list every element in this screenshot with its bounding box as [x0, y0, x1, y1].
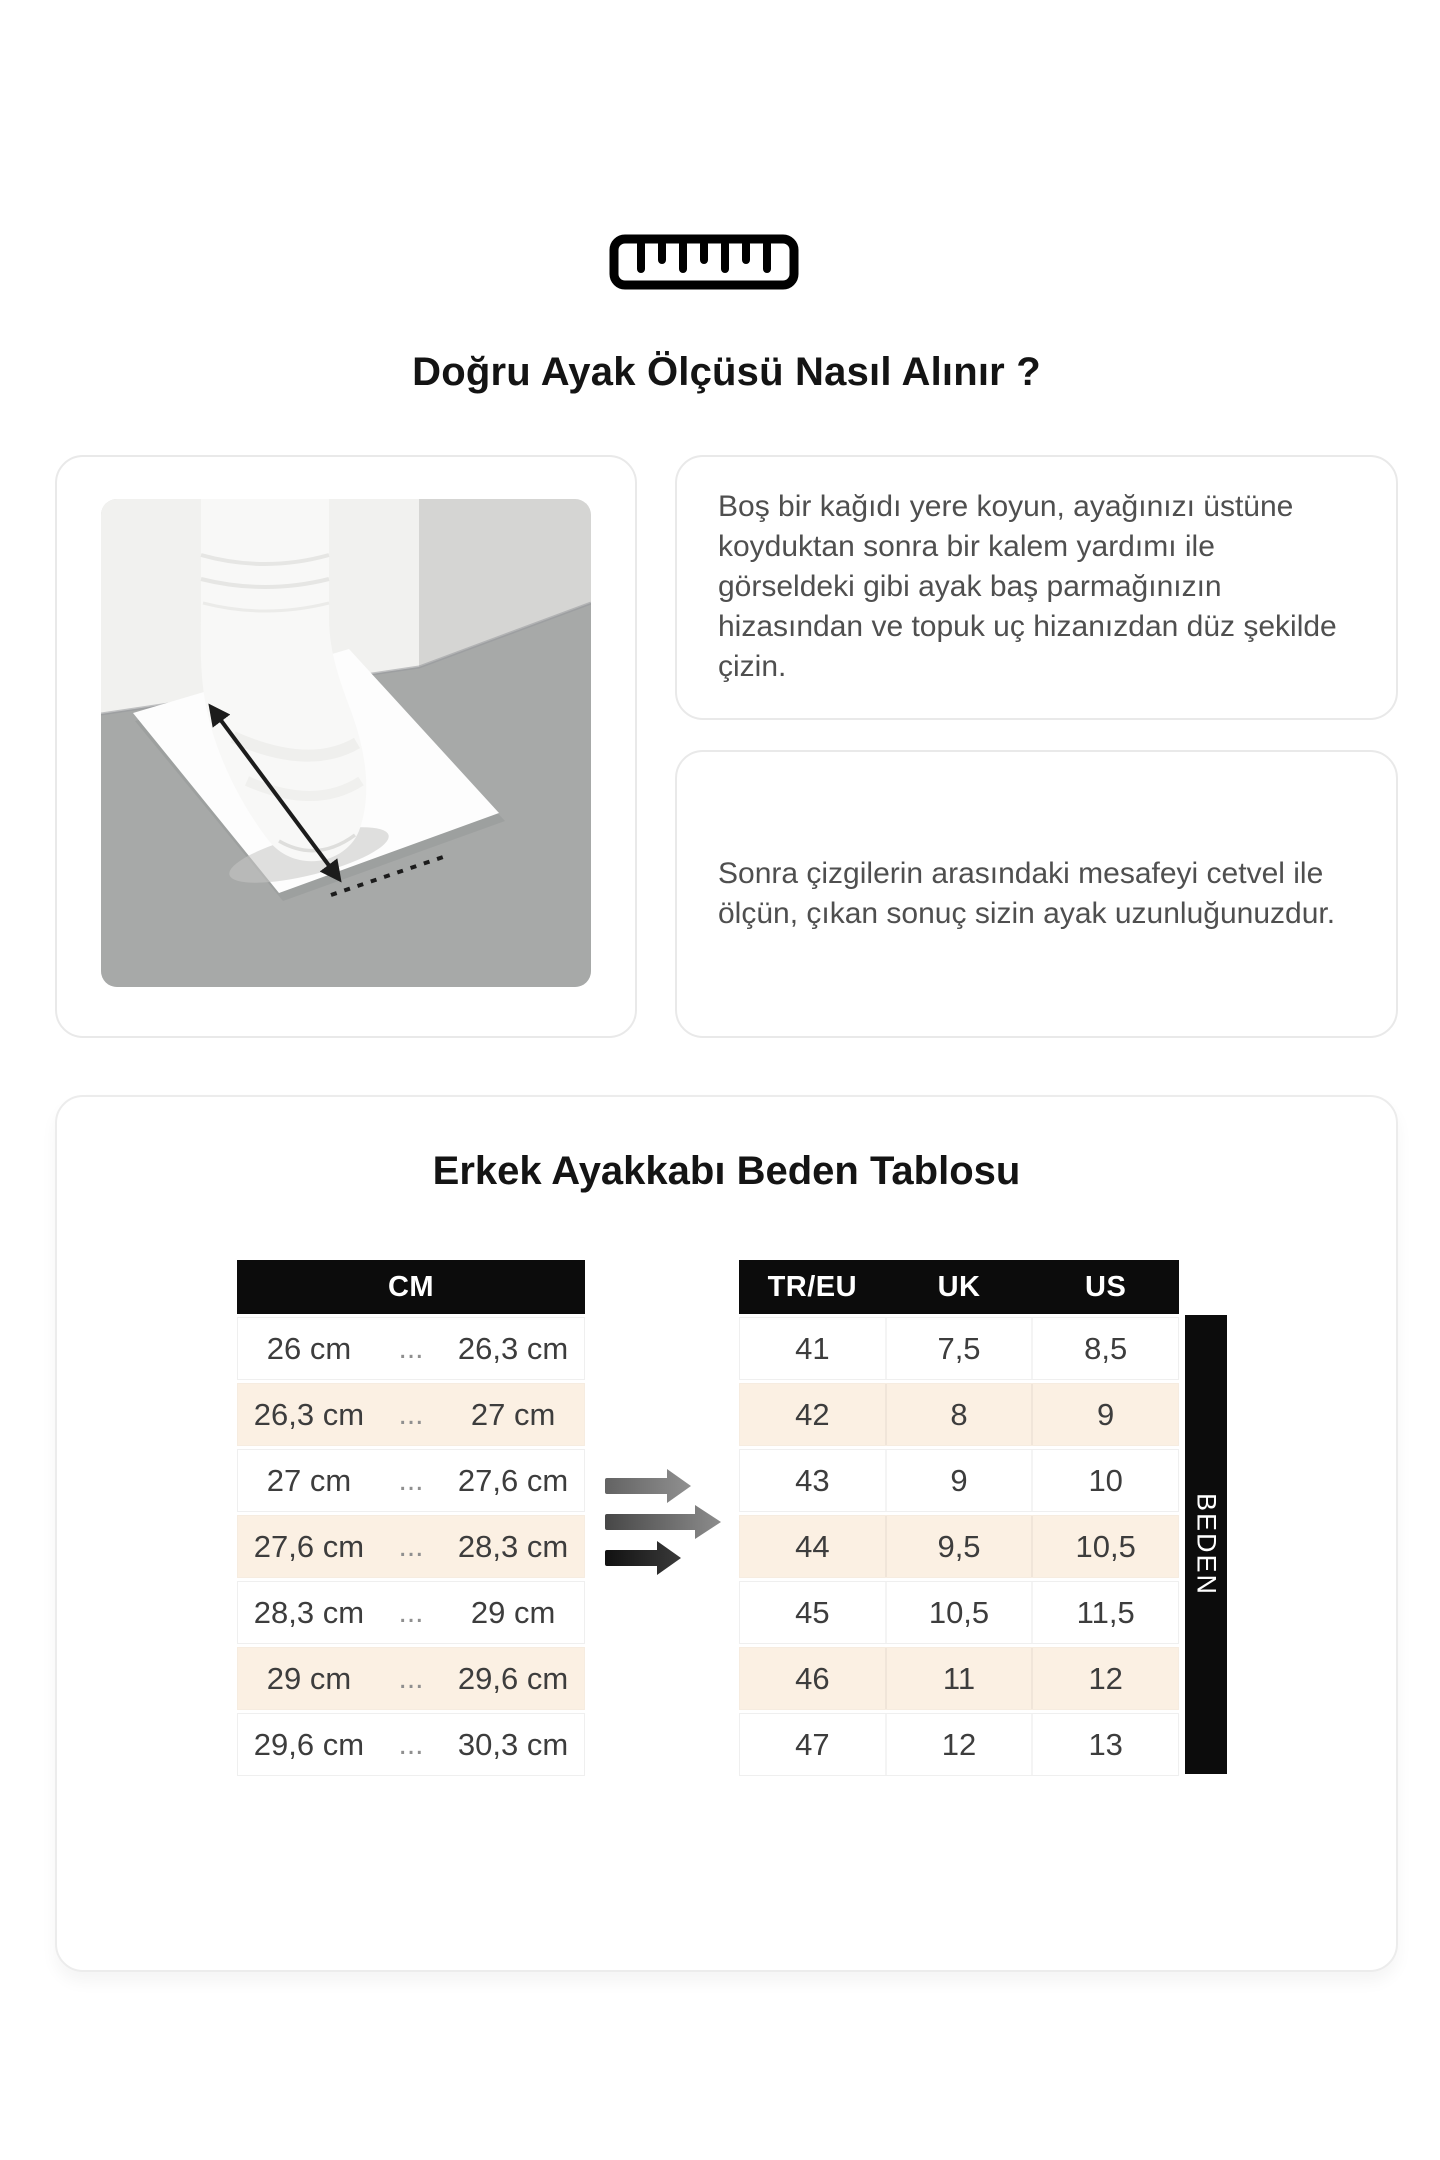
cm-to: 27 cm	[470, 1396, 556, 1432]
cm-table-row	[237, 1449, 585, 1512]
intl-header-us: US	[1085, 1270, 1127, 1303]
cm-to: 29,6 cm	[457, 1660, 569, 1696]
cm-table-row	[237, 1713, 585, 1776]
cm-dots: ...	[398, 1727, 424, 1761]
cm-table	[237, 1260, 585, 1779]
size-treu: 42	[795, 1396, 830, 1432]
cm-to: 28,3 cm	[457, 1528, 569, 1564]
beden-vertical-label: BEDEN	[1185, 1315, 1227, 1774]
intl-table-row	[739, 1647, 1179, 1710]
foot-measure-photo-card	[55, 455, 637, 1038]
intl-table-header	[739, 1260, 1179, 1314]
intl-table-row	[739, 1581, 1179, 1644]
size-table-title: Erkek Ayakkabı Beden Tablosu	[432, 1149, 1021, 1193]
instruction-card-1	[675, 455, 1398, 720]
size-uk: 9	[885, 1450, 1032, 1511]
size-uk: 8	[885, 1384, 1032, 1445]
intl-header-uk: UK	[937, 1270, 981, 1303]
intl-table-row	[739, 1317, 1179, 1380]
intl-size-table	[739, 1260, 1179, 1779]
size-us: 8,5	[1031, 1318, 1178, 1379]
instruction-card-2	[675, 750, 1398, 1038]
size-treu: 46	[795, 1660, 830, 1696]
intl-table-row	[739, 1383, 1179, 1446]
cm-from: 27 cm	[266, 1462, 352, 1498]
cm-table-row	[237, 1383, 585, 1446]
size-guide-page	[55, 0, 1398, 2160]
foot-on-paper-measure-photo	[101, 499, 591, 987]
size-us: 9	[1031, 1384, 1178, 1445]
cm-dots: ...	[398, 1661, 424, 1695]
cm-from: 29,6 cm	[253, 1726, 365, 1762]
cm-from: 28,3 cm	[253, 1594, 365, 1630]
cm-to: 27,6 cm	[457, 1462, 569, 1498]
size-treu: 45	[795, 1594, 830, 1630]
cm-from: 26,3 cm	[253, 1396, 365, 1432]
cm-dots: ...	[398, 1529, 424, 1563]
size-us: 12	[1031, 1648, 1178, 1709]
instruction-text-1: Boş bir kağıdı yere koyun, ayağınızı üstüne koyduktan sonra bir kalem yardımı ile görseldeki gibi ayak baş parmağınızın hizasından ve topuk uç hizanızdan düz şekilde çizin.	[718, 490, 1337, 683]
cm-dots: ...	[398, 1595, 424, 1629]
cm-dots: ...	[398, 1397, 424, 1431]
cm-table-row	[237, 1647, 585, 1710]
cm-table-row	[237, 1317, 585, 1380]
size-treu: 41	[795, 1330, 830, 1366]
size-uk: 11	[885, 1648, 1032, 1709]
instruction-text-2: Sonra çizgilerin arasındaki mesafeyi cetvel ile ölçün, çıkan sonuç sizin ayak uzunluğunuzdur.	[718, 857, 1336, 930]
size-us: 13	[1031, 1714, 1178, 1775]
cm-to: 26,3 cm	[457, 1330, 569, 1366]
size-uk: 10,5	[885, 1582, 1032, 1643]
cm-dots: ...	[398, 1331, 424, 1365]
cm-from: 29 cm	[266, 1660, 352, 1696]
page-title: Doğru Ayak Ölçüsü Nasıl Alınır ?	[412, 350, 1041, 394]
cm-table-rows	[237, 1317, 585, 1776]
cm-table-row	[237, 1515, 585, 1578]
cm-from: 26 cm	[266, 1330, 352, 1366]
size-us: 10,5	[1031, 1516, 1178, 1577]
intl-table-row	[739, 1449, 1179, 1512]
size-table-card	[55, 1095, 1398, 1972]
size-treu: 43	[795, 1462, 830, 1498]
cm-dots: ...	[398, 1463, 424, 1497]
intl-table-rows	[739, 1317, 1179, 1776]
size-treu: 47	[795, 1726, 830, 1762]
intl-header-treu: TR/EU	[767, 1270, 858, 1303]
ruler-icon	[608, 233, 800, 291]
size-treu: 44	[795, 1528, 830, 1564]
intl-table-row	[739, 1515, 1179, 1578]
size-uk: 7,5	[885, 1318, 1032, 1379]
cm-to: 29 cm	[470, 1594, 556, 1630]
cm-from: 27,6 cm	[253, 1528, 365, 1564]
size-us: 11,5	[1031, 1582, 1178, 1643]
cm-table-header: CM	[237, 1260, 585, 1314]
size-us: 10	[1031, 1450, 1178, 1511]
intl-table-row	[739, 1713, 1179, 1776]
cm-table-row	[237, 1581, 585, 1644]
cm-to: 30,3 cm	[457, 1726, 569, 1762]
size-uk: 9,5	[885, 1516, 1032, 1577]
arrows-right-icon	[605, 1462, 725, 1580]
size-uk: 12	[885, 1714, 1032, 1775]
